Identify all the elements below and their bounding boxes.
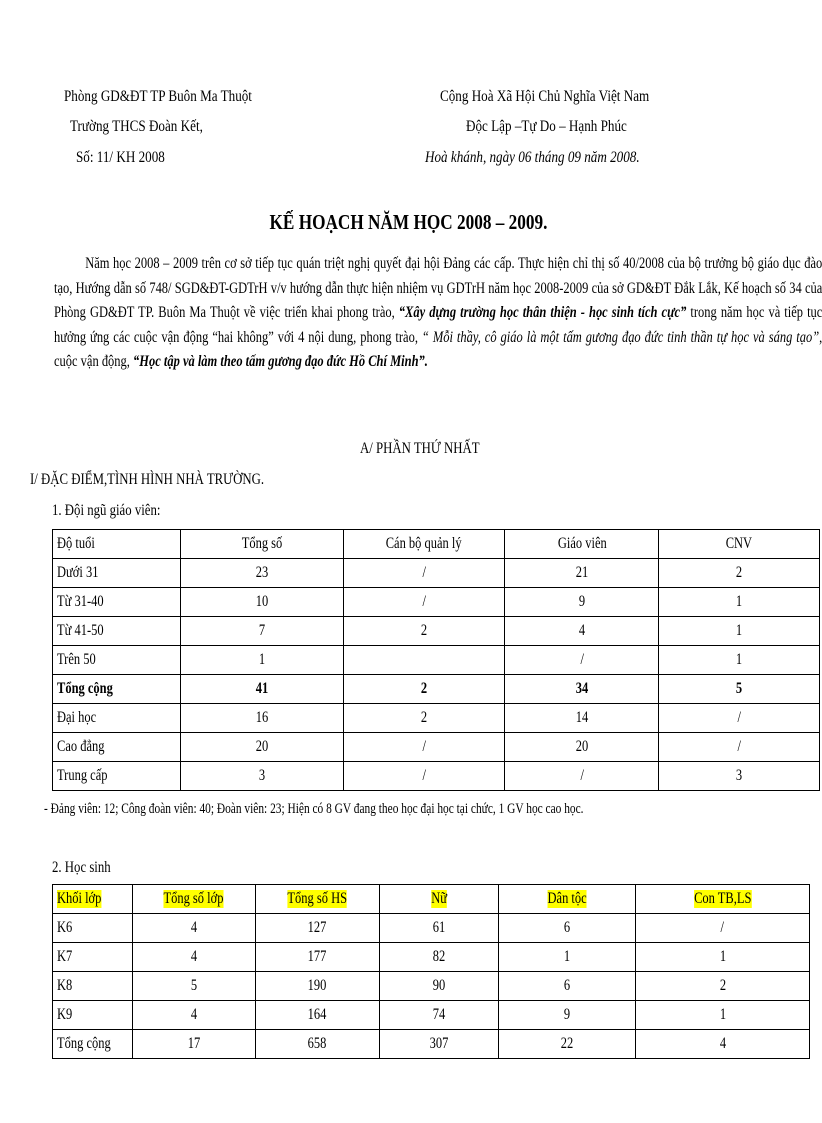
students-header-cell: Tổng số lớp: [132, 885, 255, 914]
teachers-cell: 2: [343, 704, 505, 733]
students-header-cell: Tổng số HS: [255, 885, 379, 914]
students-cell: 4: [636, 1030, 810, 1059]
students-cell: K8: [53, 972, 133, 1001]
teachers-row: [53, 733, 820, 762]
students-cell: 22: [499, 1030, 636, 1059]
teachers-cell: 1: [659, 646, 820, 675]
students-heading: 2. Học sinh: [52, 859, 111, 876]
teachers-cell: /: [659, 704, 820, 733]
teachers-cell: 9: [505, 588, 659, 617]
intro-text-3: , cuộc vận động,: [54, 328, 822, 370]
teachers-cell: 3: [180, 762, 343, 791]
teachers-cell: /: [659, 733, 820, 762]
students-header-row: [53, 885, 810, 914]
teachers-cell: Đại học: [53, 704, 181, 733]
teachers-cell: 7: [180, 617, 343, 646]
students-cell: 4: [132, 1001, 255, 1030]
students-row: [53, 914, 810, 943]
students-cell: 6: [499, 914, 636, 943]
teachers-cell: 5: [659, 675, 820, 704]
teachers-cell: 1: [180, 646, 343, 675]
section-heading: I/ ĐẶC ĐIỂM,TÌNH HÌNH NHÀ TRƯỜNG.: [30, 471, 265, 488]
teachers-cell: /: [343, 559, 505, 588]
teachers-cell: Trung cấp: [53, 762, 181, 791]
teachers-cell: 2: [343, 675, 505, 704]
country-name: Cộng Hoà Xã Hội Chủ Nghĩa Việt Nam: [440, 88, 650, 105]
students-cell: 164: [255, 1001, 379, 1030]
teachers-cell: 23: [180, 559, 343, 588]
students-cell: 1: [636, 943, 810, 972]
intro-campaign-2: “ Mỗi thầy, cô giáo là một tấm gương đạo đức tinh thần tự học và sáng tạo”: [421, 328, 820, 346]
students-cell: 9: [499, 1001, 636, 1030]
students-cell: 2: [636, 972, 810, 1001]
students-row: [53, 943, 810, 972]
students-cell: 90: [379, 972, 499, 1001]
students-cell: Tổng cộng: [53, 1030, 133, 1059]
part-heading: A/ PHẦN THỨ NHẤT: [360, 440, 480, 457]
teachers-heading: 1. Đội ngũ giáo viên:: [52, 502, 161, 519]
students-cell: 1: [636, 1001, 810, 1030]
students-cell: 4: [132, 943, 255, 972]
teachers-cell: 41: [180, 675, 343, 704]
students-row: [53, 972, 810, 1001]
teachers-cell: 20: [505, 733, 659, 762]
teachers-cell: Cao đẳng: [53, 733, 181, 762]
students-cell: /: [636, 914, 810, 943]
teachers-cell: Trên 50: [53, 646, 181, 675]
date-line: Hoà khánh, ngày 06 tháng 09 năm 2008.: [425, 149, 640, 166]
intro-text-2: trong năm học và tiếp tục hưởng ứng các cuộc vận động “hai không” với 4 nội dung, phong trào,: [54, 304, 822, 346]
staff-note: - Đảng viên: 12; Công đoàn viên: 40; Đoàn viên: 23; Hiện có 8 GV đang theo học đại học tại chức, 1 GV học cao học.: [44, 801, 584, 817]
teachers-cell: 16: [180, 704, 343, 733]
document-title: KẾ HOẠCH NĂM HỌC 2008 – 2009.: [269, 210, 547, 234]
teachers-cell: 1: [659, 588, 820, 617]
students-cell: 127: [255, 914, 379, 943]
intro-text-4: .: [424, 353, 428, 370]
teachers-cell: 20: [180, 733, 343, 762]
students-cell: K9: [53, 1001, 133, 1030]
students-row: [53, 1001, 810, 1030]
teachers-cell: /: [505, 762, 659, 791]
intro-campaign-3: “Học tập và làm theo tấm gương đạo đức Hồ Chí Minh”: [133, 353, 425, 370]
teachers-row: [53, 704, 820, 733]
students-cell: 17: [132, 1030, 255, 1059]
school-name: Trường THCS Đoàn Kết,: [70, 118, 203, 135]
students-cell: 658: [255, 1030, 379, 1059]
teachers-cell: Từ 41-50: [53, 617, 181, 646]
students-header-cell: Nữ: [379, 885, 499, 914]
students-cell: 307: [379, 1030, 499, 1059]
motto: Độc Lập –Tự Do – Hạnh Phúc: [466, 118, 627, 135]
teachers-row: [53, 617, 820, 646]
students-cell: 61: [379, 914, 499, 943]
teachers-cell: [343, 646, 505, 675]
teachers-row: [53, 559, 820, 588]
teachers-cell: 34: [505, 675, 659, 704]
teachers-header-cell: Giáo viên: [505, 530, 659, 559]
teachers-header-row: [53, 530, 820, 559]
teachers-row: [53, 646, 820, 675]
teachers-cell: /: [505, 646, 659, 675]
teachers-header-cell: CNV: [659, 530, 820, 559]
teachers-cell: /: [343, 733, 505, 762]
teachers-cell: 3: [659, 762, 820, 791]
students-cell: 82: [379, 943, 499, 972]
students-table: [52, 884, 810, 1059]
students-header-cell: Con TB,LS: [636, 885, 810, 914]
students-cell: 6: [499, 972, 636, 1001]
teachers-cell: /: [343, 762, 505, 791]
teachers-row: [53, 675, 820, 704]
students-cell: 1: [499, 943, 636, 972]
teachers-cell: 1: [659, 617, 820, 646]
students-row: [53, 1030, 810, 1059]
students-header-cell: Khối lớp: [53, 885, 133, 914]
teachers-header-cell: Tổng số: [180, 530, 343, 559]
students-cell: 5: [132, 972, 255, 1001]
students-cell: 177: [255, 943, 379, 972]
dept-name: Phòng GD&ĐT TP Buôn Ma Thuột: [64, 88, 252, 105]
students-cell: 190: [255, 972, 379, 1001]
teachers-row: [53, 762, 820, 791]
teachers-row: [53, 588, 820, 617]
intro-campaign-1: “Xây dựng trường học thân thiện - học sinh tích cực”: [398, 304, 687, 321]
students-cell: K7: [53, 943, 133, 972]
intro-text-1: Năm học 2008 – 2009 trên cơ sở tiếp tục quán triệt nghị quyết đại hội Đảng các cấp. Thực hiện chỉ thị số 40/2008 của bộ trưởng bộ giáo dục đào tạo, Hướng dẫn số 748/ SGD&ĐT-GDTrH v/v hướng dẫn thực hiện nhiệm vụ GDTrH năm học 2008-2009 của sở GD&ĐT Đắk Lắk, Kế hoạch số 34 của Phòng GD&ĐT TP. Buôn Ma Thuột về việc triển khai phong trào,: [54, 255, 822, 321]
students-header-cell: Dân tộc: [499, 885, 636, 914]
teachers-table: [52, 529, 820, 791]
teachers-cell: 2: [343, 617, 505, 646]
teachers-cell: Từ 31-40: [53, 588, 181, 617]
teachers-cell: /: [343, 588, 505, 617]
teachers-cell: 14: [505, 704, 659, 733]
teachers-cell: Dưới 31: [53, 559, 181, 588]
document-number: Số: 11/ KH 2008: [76, 149, 165, 166]
teachers-cell: 10: [180, 588, 343, 617]
students-cell: K6: [53, 914, 133, 943]
students-cell: 4: [132, 914, 255, 943]
teachers-cell: 2: [659, 559, 820, 588]
teachers-header-cell: Độ tuổi: [53, 530, 181, 559]
teachers-cell: Tổng cộng: [53, 675, 181, 704]
intro-paragraph: [54, 252, 822, 375]
teachers-cell: 4: [505, 617, 659, 646]
students-cell: 74: [379, 1001, 499, 1030]
teachers-cell: 21: [505, 559, 659, 588]
teachers-header-cell: Cán bộ quản lý: [343, 530, 505, 559]
